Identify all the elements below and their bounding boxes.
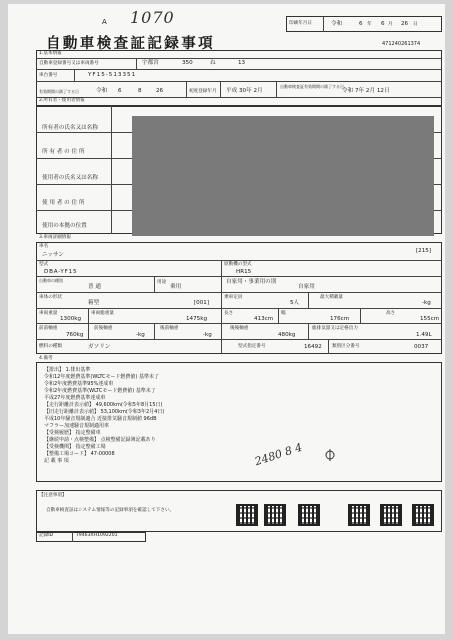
reg-area: 宇都宮	[142, 60, 159, 66]
remark-line: 【旧走行距離計表示値】 53,100km(令和3年2月4日)	[44, 409, 165, 415]
valid-era: 令和	[96, 88, 108, 94]
private-value: 自家用	[298, 284, 315, 290]
designation-label: 型式指定番号	[238, 344, 266, 349]
model-label: 型式	[39, 262, 49, 267]
body-label: 車体の形状	[39, 295, 62, 300]
reg-label: 自動車登録番号又は車両番号	[39, 61, 99, 66]
qr-code-5	[380, 504, 402, 526]
use-value: 乗用	[170, 284, 182, 290]
remark-line: 【受検機関】 指定整備工場	[44, 444, 106, 450]
reg-class: 350	[182, 60, 193, 66]
max-load-label: 最大積載量	[320, 295, 343, 300]
rr-label: 後後軸重	[230, 326, 249, 331]
remark-line: 【排出】 1.排出基準	[44, 367, 91, 373]
remark-line: 令和12年度燃費基準(WLTCモード燃費値) 基準未了	[44, 374, 159, 380]
base-location-label: 使用の本拠の位置	[42, 223, 87, 229]
remark-line: 令和2年度燃費基準(WLTCモード燃費値) 基準未了	[44, 388, 156, 394]
reg-number: 13	[238, 60, 246, 66]
qr-code-6	[412, 504, 434, 526]
gross-value: 1475kg	[186, 316, 208, 322]
expiry-label: 自動車検査証有効期間の満了する日	[280, 84, 344, 89]
remark-line: 記 載 事 項	[44, 458, 69, 464]
issue-date-era: 令和	[331, 21, 343, 27]
footer-notes-heading: 【注意事項】	[39, 493, 67, 498]
ff-label: 前前軸重	[39, 326, 58, 331]
capacity-value: 5人	[290, 300, 300, 306]
redacted-block	[132, 116, 434, 236]
remark-line: 令和2年度燃費基準95%達成車	[44, 381, 114, 387]
engine-value: HR15	[236, 269, 252, 275]
remark-line: マフラー加速騒音規制適用車	[44, 423, 110, 429]
first-reg-value: 平成 30年 2月	[226, 88, 263, 94]
category-label: 類別区分番号	[332, 344, 360, 349]
weight-value: 1300kg	[60, 316, 82, 322]
issue-date-label: 印刷年月日	[289, 21, 312, 26]
remark-line: 平成27年度燃費基準達成車	[44, 395, 106, 401]
handwritten-receipt-number: 2480 8 4	[253, 440, 304, 469]
valid-label: 有効期間の満了する日	[39, 89, 79, 94]
issue-date-day-unit: 日	[413, 22, 418, 27]
section2-heading: 2.所有者・使用者情報	[39, 98, 85, 103]
page-title: 自動車検査証記録事項	[46, 35, 215, 52]
width-value: 176cm	[330, 316, 350, 322]
handwritten-mark-icon	[324, 446, 336, 458]
rr-value: 480kg	[278, 332, 296, 338]
reg-kana: ね	[210, 60, 216, 66]
fr-label: 前後軸重	[94, 326, 113, 331]
length-label: 長さ	[224, 311, 234, 316]
weight-label: 車両重量	[39, 311, 58, 316]
user-address-label: 使 用 者 の 住 所	[42, 200, 85, 206]
engine-label: 原動機の型式	[224, 262, 252, 267]
valid-month: 8	[138, 88, 142, 94]
category-value: 0037	[414, 344, 429, 350]
capacity-label: 乗車定員	[224, 295, 243, 300]
model-value: DBA-YF15	[44, 269, 78, 275]
fr-value: -kg	[136, 332, 145, 338]
remark-line: 【走行距離計表示値】 49,600km(令和5年8月15日)	[44, 402, 163, 408]
handwritten-letter: A	[102, 18, 107, 26]
height-label: 高さ	[386, 311, 396, 316]
length-value: 413cm	[254, 316, 274, 322]
valid-day: 26	[156, 88, 164, 94]
issue-date-month: 6	[381, 21, 385, 27]
owner-address-label: 所 有 者 の 住 所	[42, 149, 85, 155]
height-value: 155cm	[420, 316, 440, 322]
section4-heading: 4.備考	[39, 356, 53, 361]
section1-heading: 1.基本情報	[39, 51, 62, 56]
rf-label: 後前軸重	[160, 326, 179, 331]
displacement-value: 1.49L	[416, 332, 432, 338]
expiry-value: 令和 7年 2月 12日	[342, 88, 390, 94]
record-id-value: T9463XH1092201	[76, 533, 118, 538]
issue-date-year-unit: 年	[367, 22, 372, 27]
valid-year: 6	[118, 88, 122, 94]
body-value: 箱型	[88, 300, 100, 306]
body-code: [001]	[194, 300, 210, 306]
type-value: 普 通	[88, 284, 101, 290]
user-name-label: 使用者の氏名又は名称	[42, 175, 98, 181]
qr-code-2	[264, 504, 286, 526]
maker-label: 車名	[39, 244, 49, 249]
type-label: 自動車の種別	[39, 278, 63, 283]
issue-date-year: 6	[359, 21, 363, 27]
issue-date-box	[286, 16, 442, 32]
issue-date-month-unit: 月	[388, 22, 393, 27]
maker-value: ニッサン	[42, 252, 64, 258]
fuel-value: ガソリン	[88, 344, 111, 350]
private-label: 自家用・事業用の別	[226, 279, 277, 285]
issue-date-day: 26	[401, 21, 409, 27]
record-id-label: 記録ID	[39, 533, 54, 538]
chassis-value: YF15-513351	[88, 72, 137, 78]
displacement-label: 総排気量又は定格出力	[312, 326, 358, 331]
rf-value: -kg	[203, 332, 212, 338]
footer-notes-text: 自動車検査証はシステム情報等の記録事項を確認して下さい。	[46, 508, 175, 513]
section3-heading: 3.車両詳細情報	[39, 235, 71, 240]
width-label: 幅	[281, 311, 286, 316]
owner-name-label: 所有者の氏名又は名称	[42, 125, 98, 131]
fuel-label: 燃料の種類	[39, 344, 62, 349]
first-reg-label: 初度登録年月	[189, 89, 217, 94]
gross-label: 車両総重量	[91, 311, 114, 316]
document-number: 471240261374	[382, 41, 421, 47]
qr-code-1	[236, 504, 258, 526]
chassis-label: 車台番号	[39, 73, 58, 78]
remark-line: 【継続申請・点検整備】 点検整備記録簿記載あり	[44, 437, 156, 443]
designation-value: 16492	[304, 344, 322, 350]
remark-line: 平成10年騒音規制適合 近接排気騒音規制値 96dB	[44, 416, 157, 422]
ff-value: 760kg	[66, 332, 84, 338]
handwritten-number: 1070	[130, 8, 175, 27]
qr-code-3	[298, 504, 320, 526]
vehicle-inspection-record-sheet	[8, 4, 445, 634]
remark-line: 【受検履歴】 指定整備車	[44, 430, 101, 436]
remarks-section	[36, 362, 442, 482]
max-load-value: -kg	[422, 300, 431, 306]
use-label: 用途	[157, 280, 167, 285]
qr-code-4	[348, 504, 370, 526]
remark-line: 【整備工場コード】 47-00008	[44, 451, 115, 457]
maker-code: [215]	[416, 248, 432, 254]
